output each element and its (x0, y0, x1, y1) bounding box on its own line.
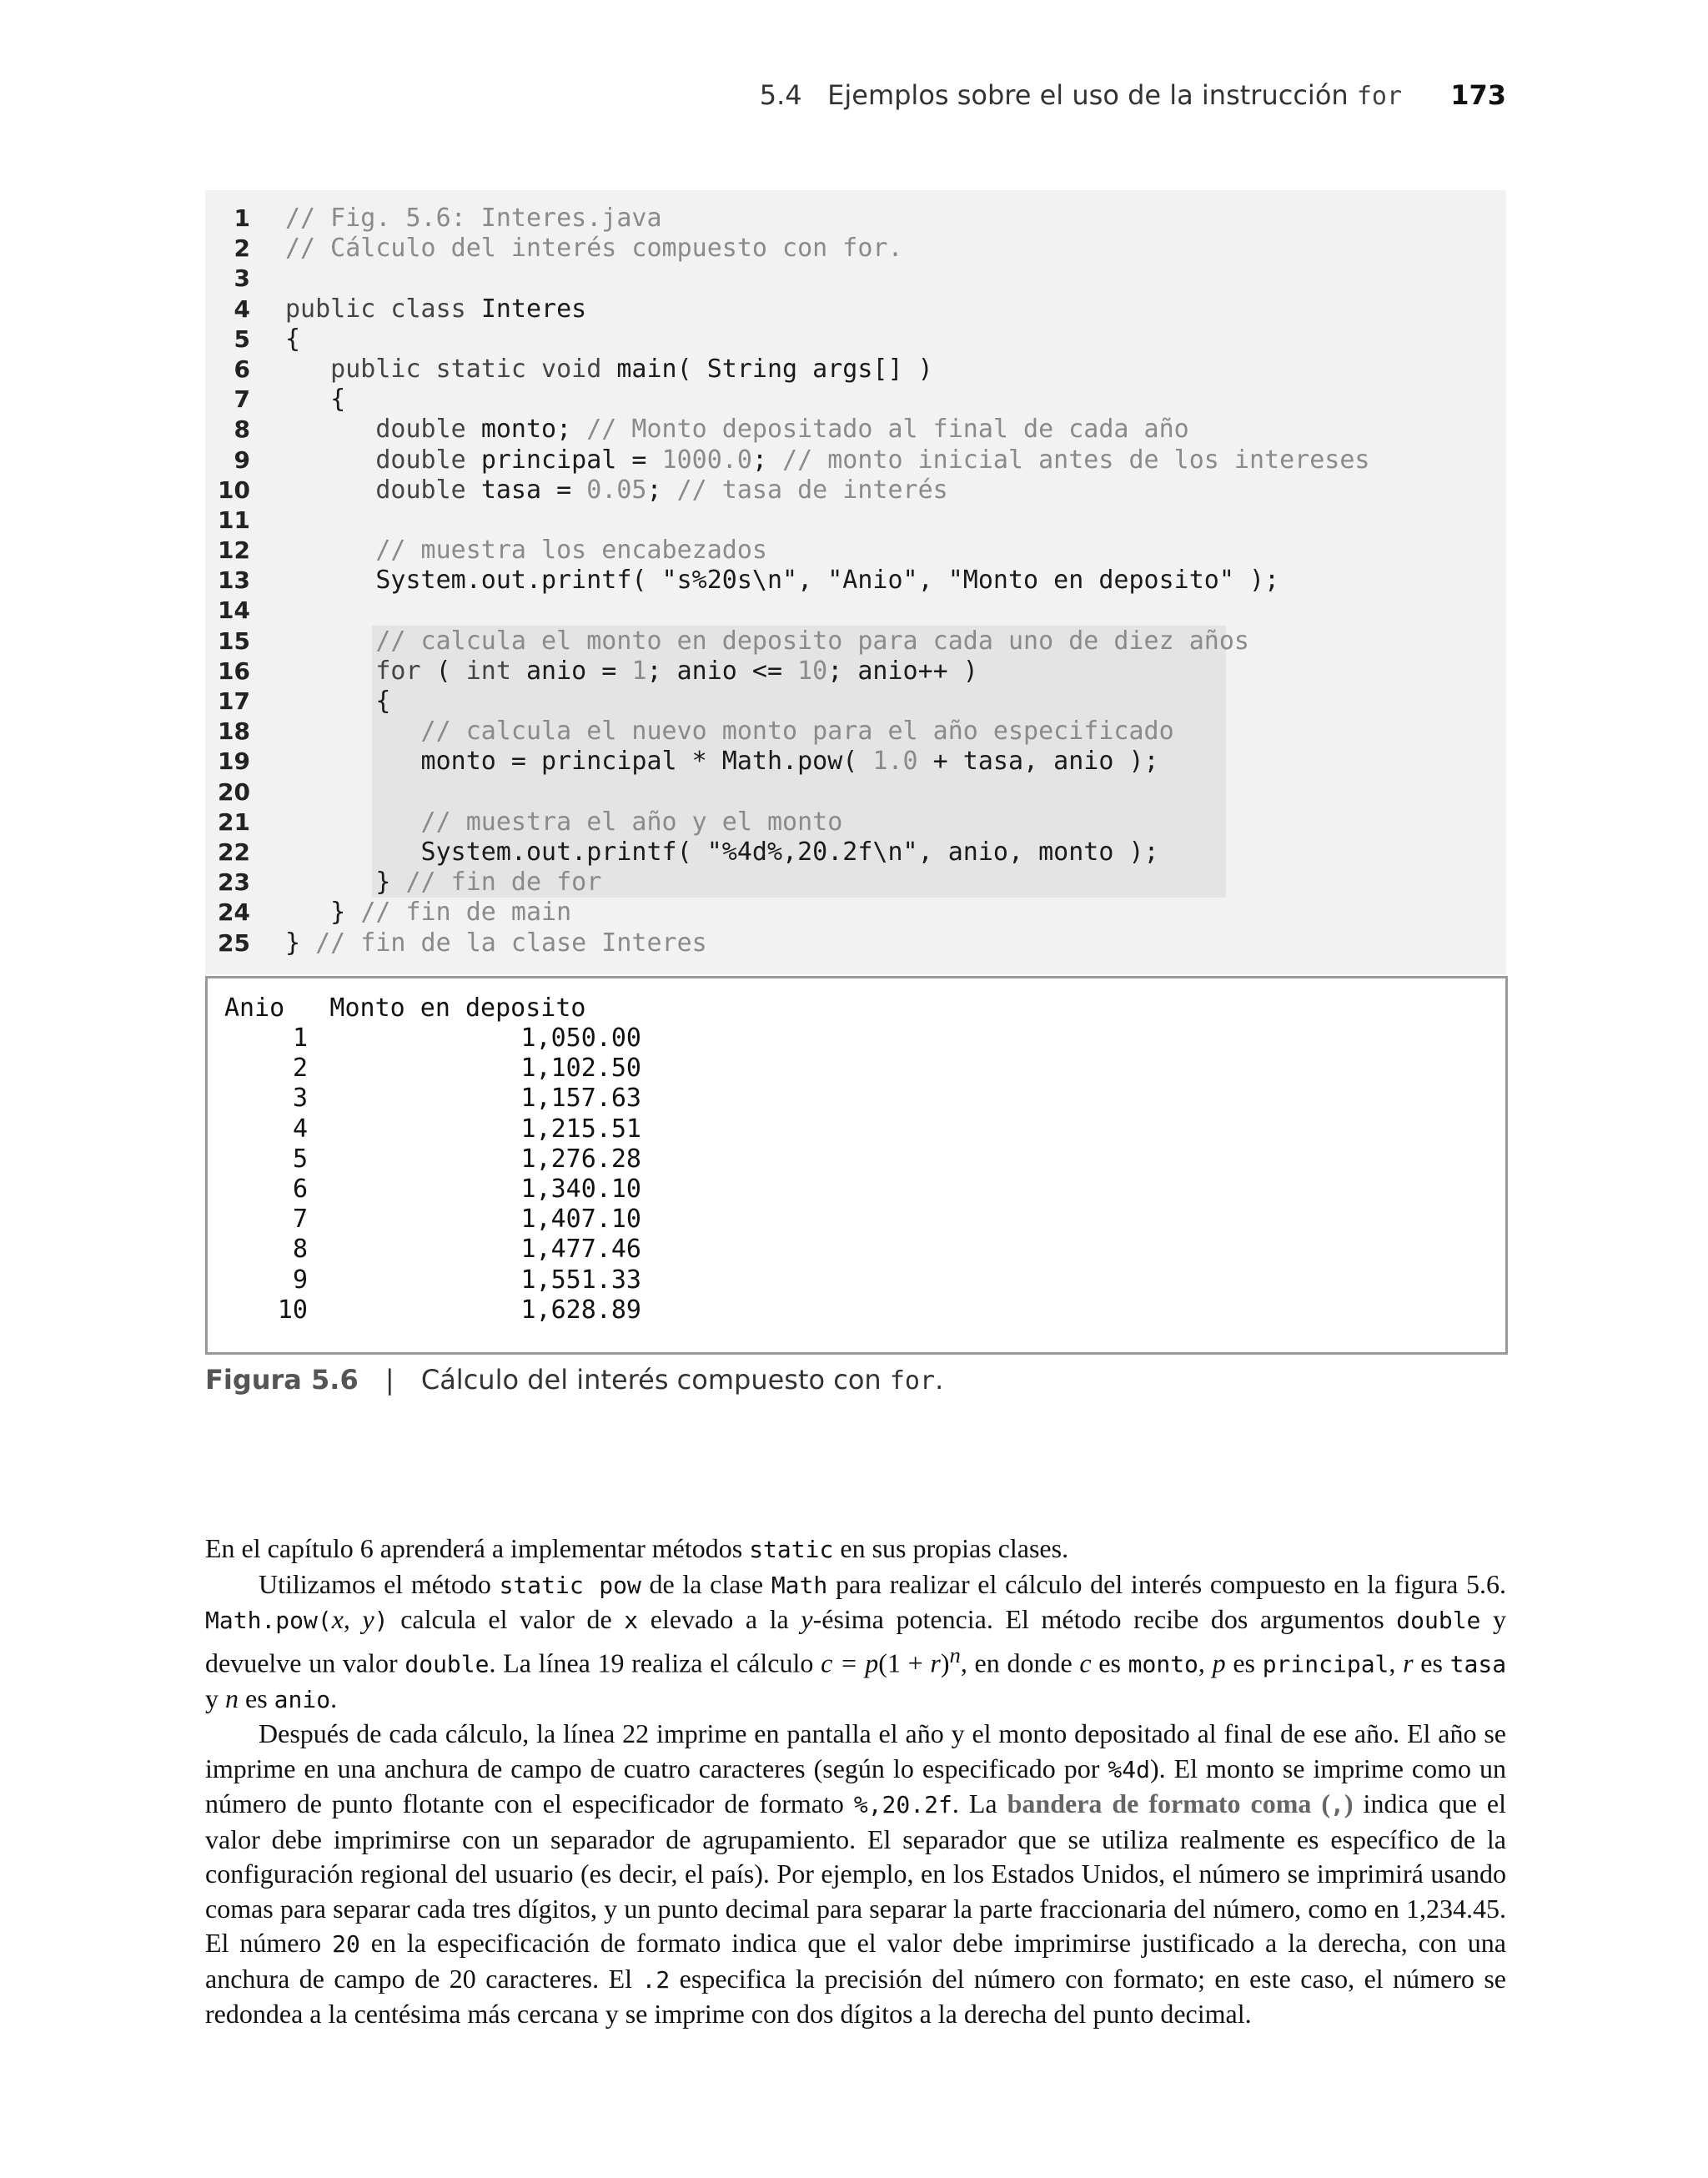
code-token: } (285, 868, 406, 898)
code-line (205, 294, 1506, 324)
code-text (285, 475, 948, 506)
text-run: -ésima potencia. El método recibe dos argumentos (812, 1604, 1397, 1634)
page-number: 173 (1450, 79, 1506, 111)
text-run: . (330, 1683, 338, 1713)
caption-separator: | (384, 1364, 394, 1396)
inline-code: tasa (1449, 1650, 1507, 1678)
output-amount: 1,050.00 (520, 1024, 641, 1053)
line-number: 14 (218, 596, 250, 625)
output-amount: 1,215.51 (520, 1114, 641, 1144)
line-number: 25 (218, 928, 250, 957)
output-amount: 1,477.46 (520, 1235, 641, 1265)
code-text (285, 837, 1159, 868)
inline-code: .2 (641, 1965, 671, 1994)
running-header (205, 79, 1506, 121)
text-run: ) (940, 1647, 950, 1678)
inline-code: Math.pow( (205, 1607, 332, 1634)
text-run: especifica la precisión del número con formato; en este caso, el número se redondea a la centésima más cercana y se imprime con dos dígitos a la derecha del punto decimal. (205, 1963, 1507, 2030)
code-token: { (285, 385, 346, 415)
code-line (205, 596, 1506, 626)
code-text (285, 294, 586, 324)
text-run: calcula el valor de (388, 1604, 625, 1634)
text-run: indica que el valor debe imprimirse con un separador de agrupamiento. El separador que se utiliza realmente es específico de la configuración regional del usuario (es decir, el país). Por ejemplo, en los Estados Unidos, el número se imprimirá usando comas para separar cada tres dígitos, y un punto decimal para separar la parte fraccionaria del número, como en 1,234.45. El número (205, 1788, 1507, 1959)
output-year: 2 (292, 1054, 308, 1084)
output-row (224, 1235, 641, 1265)
output-row (224, 1205, 641, 1235)
code-line (205, 626, 1506, 656)
code-token: } (285, 898, 361, 928)
line-number: 18 (218, 717, 250, 746)
code-line (205, 566, 1506, 596)
code-line (205, 445, 1506, 475)
code-text (285, 204, 662, 234)
output-row (224, 1024, 641, 1054)
text-run: (1 + (878, 1647, 931, 1678)
text-run: de la clase (640, 1568, 771, 1599)
code-text (285, 717, 1174, 747)
text-run: . La (952, 1788, 1007, 1819)
key-term: ) (1344, 1788, 1354, 1819)
output-row (224, 1265, 641, 1295)
inline-code: x (624, 1607, 639, 1634)
math-variable: c = p (821, 1647, 879, 1678)
key-term: bandera de formato coma ( (1007, 1788, 1331, 1819)
caption-end: . (935, 1364, 944, 1396)
output-year: 3 (292, 1084, 308, 1114)
code-comment: 1.0 (872, 747, 918, 777)
math-variable: p (1212, 1647, 1226, 1678)
text-run: y devuelve un valor (205, 1604, 1507, 1678)
line-number: 12 (218, 536, 250, 565)
output-year: 10 (277, 1295, 308, 1325)
code-comment: // Monto depositado al final de cada año (586, 415, 1189, 445)
code-text (285, 415, 1189, 445)
text-run: elevado a la (638, 1604, 801, 1634)
code-line (205, 324, 1506, 355)
inline-code: double (1396, 1607, 1481, 1634)
code-line (205, 868, 1506, 898)
code-token: ; anio <= (646, 656, 798, 686)
inline-code: 20 (332, 1930, 360, 1959)
code-line (205, 898, 1506, 928)
output-row (224, 1175, 641, 1205)
output-row (224, 1084, 641, 1114)
key-term-code: , (1330, 1791, 1344, 1819)
text-run: , (1389, 1647, 1404, 1678)
code-line (205, 415, 1506, 445)
code-token: tasa = (480, 475, 587, 505)
code-text (285, 445, 1369, 475)
code-token: anio = (526, 656, 632, 686)
inline-code: principal (1262, 1650, 1389, 1678)
inline-code: %,20.2f (853, 1791, 952, 1819)
code-text (285, 687, 390, 717)
inline-code: double (404, 1650, 490, 1678)
text-run: es (1413, 1647, 1450, 1678)
code-token: int (465, 656, 526, 686)
text-run: , (1198, 1647, 1213, 1678)
code-line (205, 717, 1506, 747)
code-comment: // fin de la clase Interes (315, 928, 707, 958)
output-year: 4 (292, 1114, 308, 1144)
code-line (205, 777, 1506, 807)
inline-code: Math (771, 1571, 828, 1599)
text-run: Después de cada cálculo, la línea 22 imprime en pantalla el año y el monto depositado al final de ese año. El año se imprime en una anchura de campo de cuatro caracteres (según lo especificado por (205, 1718, 1506, 1783)
line-number: 11 (218, 506, 250, 534)
code-token: monto = principal * Math.pow( (285, 747, 873, 777)
line-number: 21 (218, 807, 250, 836)
code-token: } (285, 928, 316, 958)
code-token: { (285, 687, 391, 716)
program-output-box (205, 976, 1508, 1355)
output-year: 6 (292, 1174, 308, 1204)
code-token: { (285, 324, 301, 354)
inline-code: anio (274, 1685, 331, 1713)
code-token: ( (435, 656, 466, 686)
output-row (224, 1114, 641, 1144)
math-variable: y (801, 1604, 813, 1634)
code-text (285, 898, 571, 928)
line-number: 13 (218, 566, 250, 595)
code-text (285, 355, 933, 385)
line-number: 15 (218, 626, 250, 655)
code-comment: // fin de for (405, 868, 602, 898)
code-token: System.out.printf( "%4d%,20.2f\n", anio, monto ); (285, 837, 1159, 867)
body-text (205, 1532, 1506, 2032)
code-comment: 0.05 (586, 475, 647, 505)
code-line (205, 687, 1506, 717)
output-year: 7 (292, 1205, 308, 1235)
code-token: double (285, 475, 481, 505)
code-token: ; (751, 445, 783, 475)
code-line (205, 506, 1506, 536)
code-text (285, 747, 1159, 777)
code-listing (205, 204, 1506, 958)
output-amount: 1,102.50 (520, 1054, 641, 1084)
math-variable: r (1403, 1647, 1414, 1678)
line-number: 10 (218, 475, 250, 504)
output-amount: 1,407.10 (520, 1205, 641, 1235)
output-amount: 1,157.63 (520, 1084, 641, 1114)
code-text (285, 566, 1279, 596)
output-row (224, 1054, 641, 1084)
code-token: double (285, 445, 481, 475)
code-line (205, 747, 1506, 777)
text-run: es (239, 1683, 274, 1713)
text-run: Utilizamos el método (259, 1568, 500, 1599)
code-comment: // Fig. 5.6: Interes.java (285, 204, 662, 233)
output-year: 8 (292, 1235, 308, 1265)
math-variable: n (225, 1683, 239, 1713)
code-text (285, 807, 842, 837)
line-number: 20 (218, 777, 250, 806)
math-variable: c (1079, 1647, 1092, 1678)
line-number: 22 (218, 837, 250, 866)
text-run: ). El monto se imprime como un número de punto flotante con el especificador de formato (205, 1753, 1507, 1819)
line-number: 8 (234, 415, 250, 444)
caption-code: for (889, 1366, 936, 1396)
code-line (205, 234, 1506, 264)
line-number: 9 (234, 445, 250, 474)
line-number: 7 (234, 385, 250, 414)
code-line (205, 837, 1506, 868)
code-token: monto; (480, 415, 587, 445)
inline-code: ) (374, 1607, 389, 1634)
line-number: 24 (218, 898, 250, 927)
code-token: public static void (285, 354, 617, 384)
line-number: 5 (234, 324, 250, 353)
output-header: Anio Monto en deposito (224, 993, 586, 1023)
line-number: 3 (234, 264, 250, 293)
text-run: En el capítulo 6 aprenderá a implementar métodos (205, 1533, 750, 1563)
code-comment: // calcula el monto en deposito para cada uno de diez años (285, 626, 1249, 656)
code-token: main( String args[] ) (616, 354, 933, 384)
code-token: ; (646, 475, 677, 505)
code-comment: // calcula el nuevo monto para el año especificado (285, 717, 1174, 747)
code-text (285, 868, 601, 898)
code-line (205, 385, 1506, 415)
output-row (224, 1295, 641, 1325)
paragraph-3 (205, 1717, 1506, 2032)
code-text (285, 324, 300, 355)
text-run: para realizar el cálculo del interés compuesto en la figura 5.6. (827, 1568, 1507, 1599)
paragraph-2 (205, 1567, 1506, 1718)
code-comment: 10 (797, 656, 828, 686)
code-comment: // tasa de interés (676, 475, 948, 505)
code-token: Interes (480, 294, 587, 324)
code-token: for (285, 656, 436, 686)
output-amount: 1,276.28 (520, 1144, 641, 1174)
math-variable: r (930, 1647, 941, 1678)
code-text (285, 234, 903, 264)
code-token: + tasa, anio ); (917, 747, 1159, 777)
output-rows (224, 1024, 641, 1325)
code-comment: 1 (631, 656, 647, 686)
line-number: 2 (234, 234, 250, 263)
text-run: en la especificación de formato indica que el valor debe imprimirse justificado a la derecha, con una anchura de campo de 20 caracteres. El (205, 1928, 1507, 1994)
code-comment: // Cálculo del interés compuesto con for. (285, 234, 903, 264)
code-text (285, 385, 345, 415)
text-run: y (205, 1683, 225, 1713)
inline-code: %4d (1108, 1755, 1150, 1783)
output-amount: 1,551.33 (520, 1265, 641, 1295)
inline-code: monto (1128, 1650, 1198, 1678)
code-comment: 1000.0 (661, 445, 752, 475)
output-amount: 1,628.89 (520, 1295, 641, 1325)
code-token: System.out.printf( "s%20s\n", "Anio", "Monto en deposito" ); (285, 566, 1280, 596)
code-line (205, 807, 1506, 837)
code-line (205, 475, 1506, 506)
code-line (205, 928, 1506, 958)
section-title-code: for (1356, 82, 1403, 111)
text-run: es (1091, 1647, 1128, 1678)
line-number: 4 (234, 294, 250, 323)
text-run: , en donde (960, 1647, 1080, 1678)
line-number: 19 (218, 747, 250, 776)
figure-caption (205, 1361, 943, 1398)
code-comment: // fin de main (360, 898, 572, 928)
inline-code: static (749, 1536, 834, 1563)
code-token: principal = (480, 445, 662, 475)
line-number: 1 (234, 204, 250, 232)
code-token: ; anio++ ) (827, 656, 978, 686)
text-run: en sus propias clases. (833, 1533, 1069, 1563)
paragraph-1 (205, 1532, 1506, 1567)
code-line (205, 536, 1506, 566)
output-year: 1 (292, 1024, 308, 1053)
code-comment: // monto inicial antes de los intereses (782, 445, 1370, 475)
math-variable: x, y (331, 1604, 374, 1634)
code-text (285, 656, 978, 687)
code-comment: // muestra los encabezados (285, 536, 767, 566)
figure-label: Figura 5.6 (205, 1364, 359, 1396)
output-amount: 1,340.10 (520, 1174, 641, 1204)
code-token: public class (285, 294, 481, 324)
line-number: 17 (218, 687, 250, 715)
inline-code: static pow (499, 1571, 641, 1599)
code-line (205, 204, 1506, 234)
output-row (224, 1144, 641, 1175)
code-line (205, 656, 1506, 687)
text-run: . La línea 19 realiza el cálculo (489, 1647, 821, 1678)
code-line (205, 264, 1506, 294)
code-line (205, 355, 1506, 385)
line-number: 16 (218, 656, 250, 685)
text-run: es (1225, 1647, 1263, 1678)
code-text (285, 928, 707, 958)
caption-text: Cálculo del interés compuesto con (420, 1364, 890, 1396)
code-text (285, 536, 767, 566)
section-number: 5.4 (759, 79, 802, 111)
section-title: Ejemplos sobre el uso de la instrucción (827, 79, 1349, 111)
code-text (285, 626, 1249, 656)
output-year: 9 (292, 1265, 308, 1295)
code-comment: // muestra el año y el monto (285, 807, 843, 837)
output-year: 5 (292, 1144, 308, 1174)
code-token: double (285, 415, 481, 445)
line-number: 6 (234, 355, 250, 383)
math-exponent: n (949, 1642, 961, 1667)
line-number: 23 (218, 868, 250, 897)
